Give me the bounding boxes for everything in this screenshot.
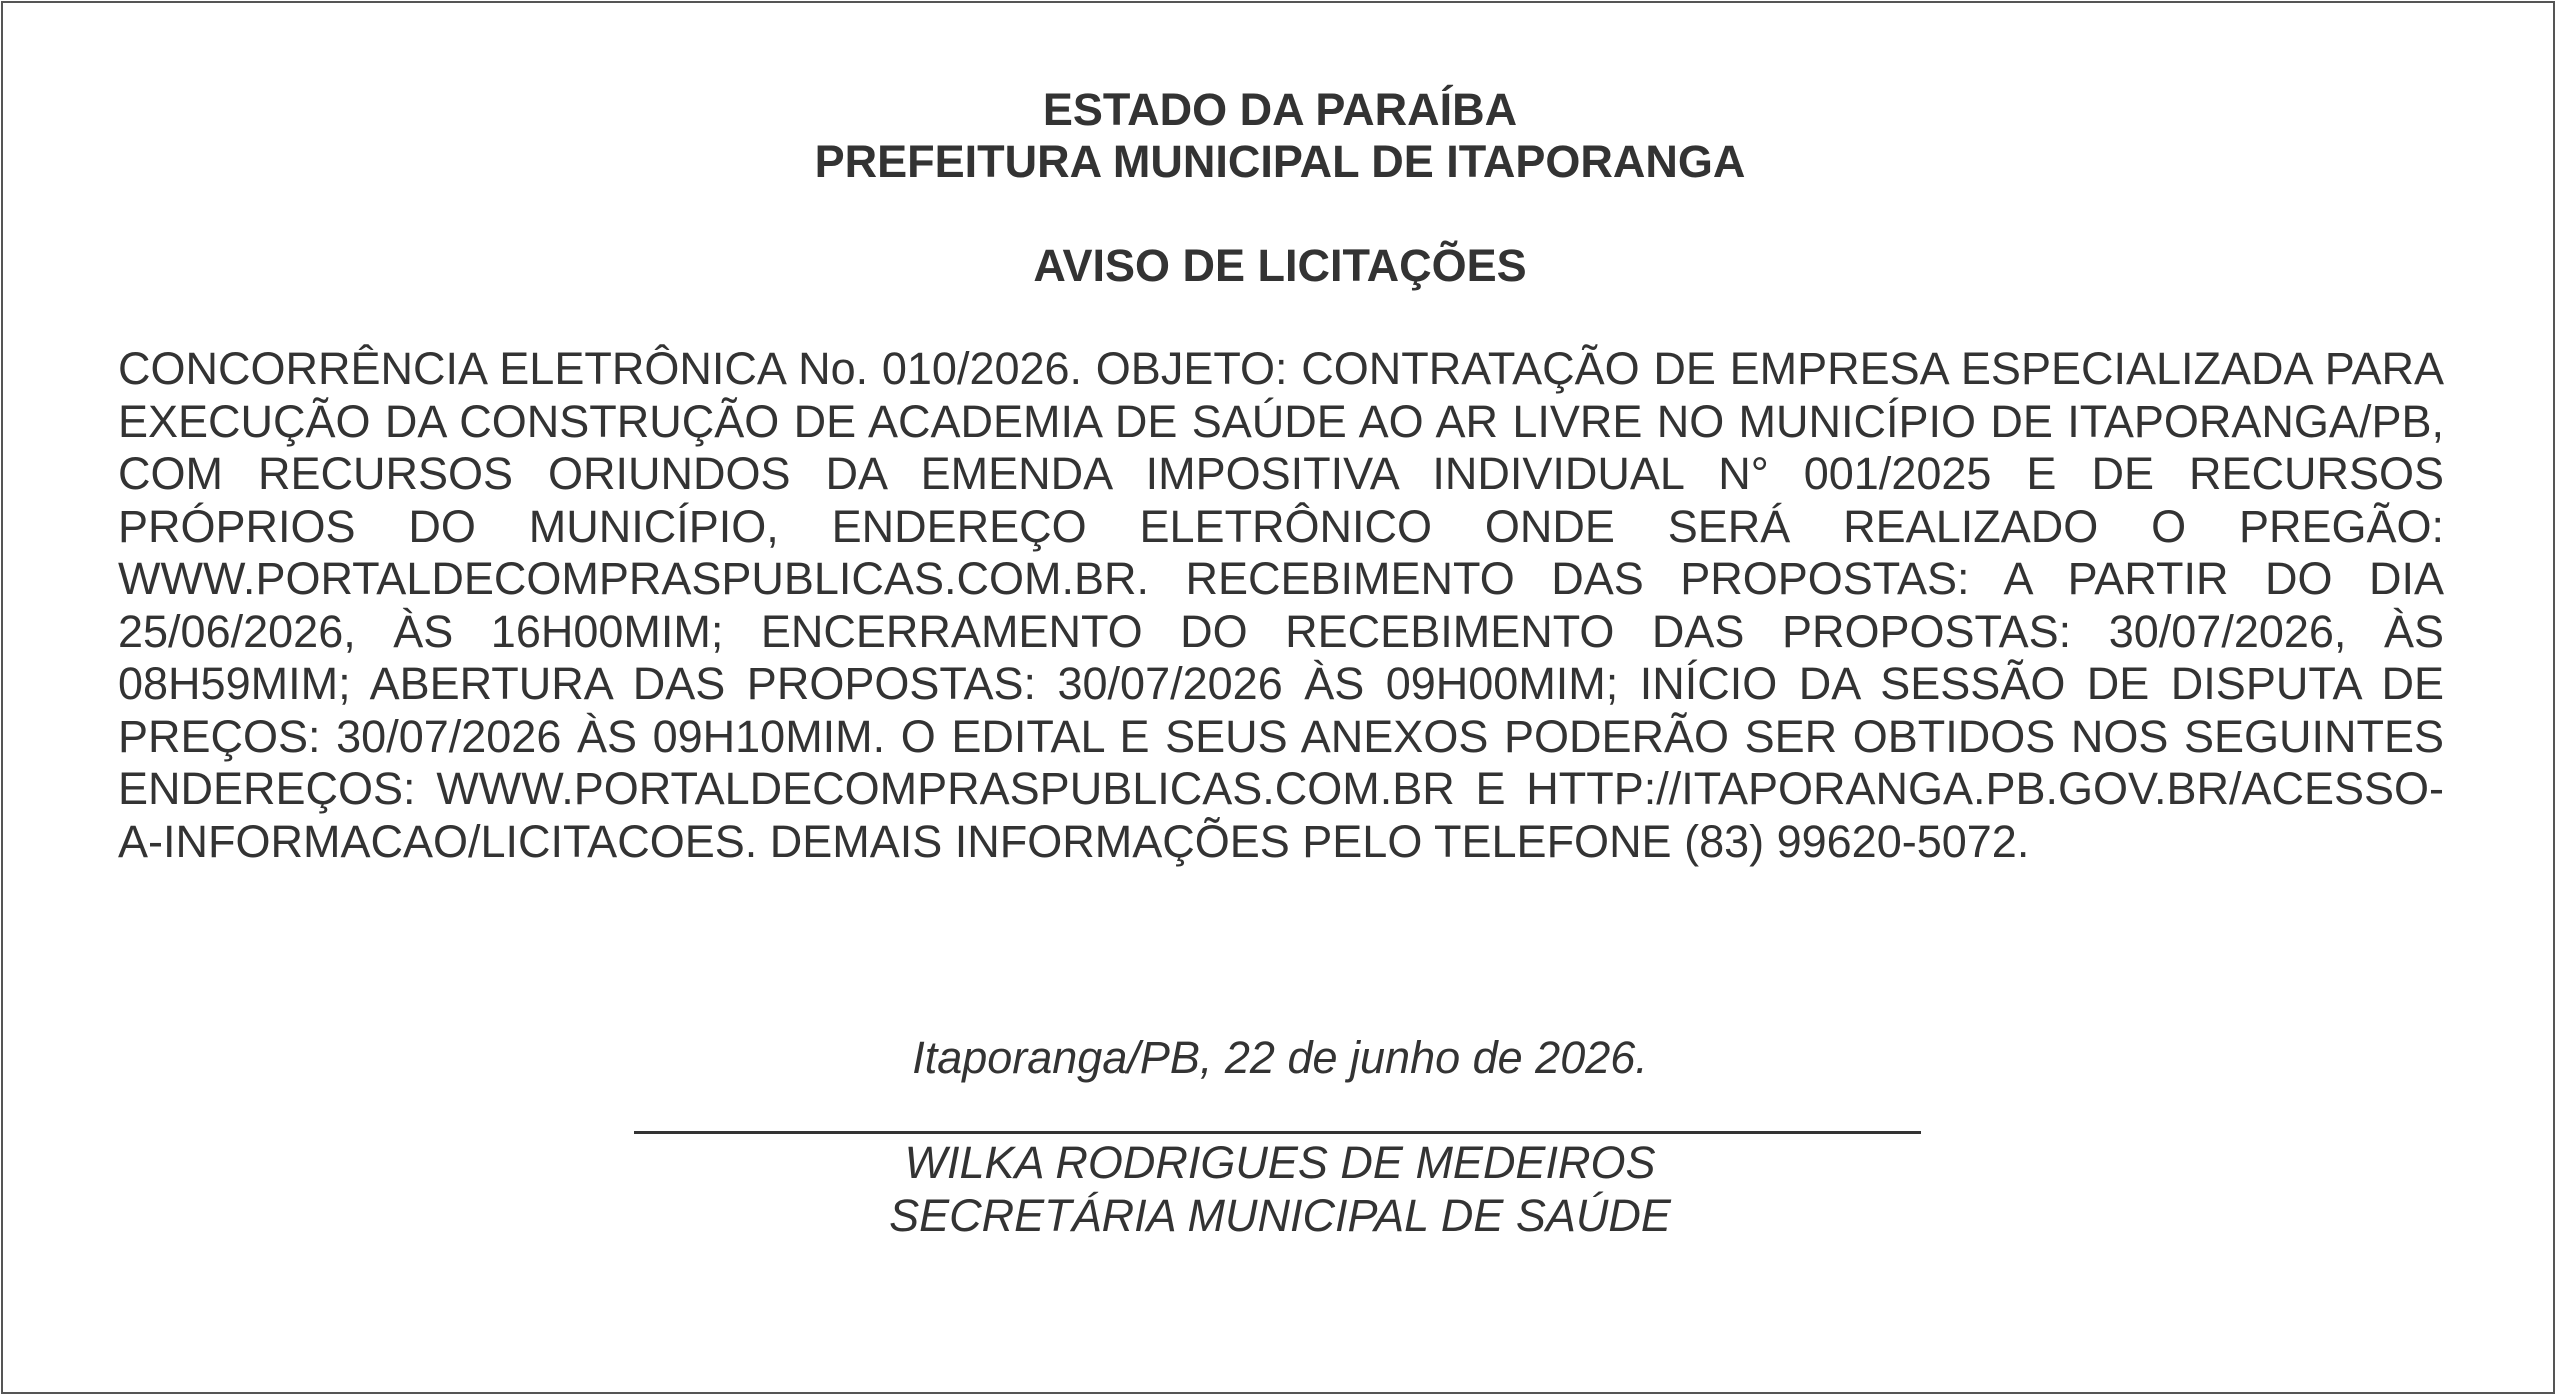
city-hall-heading: PREFEITURA MUNICIPAL DE ITAPORANGA <box>814 136 1746 187</box>
signature-line <box>634 1131 1921 1134</box>
signatory-role: SECRETÁRIA MUNICIPAL DE SAÚDE <box>889 1190 1671 1241</box>
state-heading: ESTADO DA PARAÍBA <box>1042 84 1518 135</box>
notice-title: AVISO DE LICITAÇÕES <box>1033 240 1527 291</box>
notice-body: CONCORRÊNCIA ELETRÔNICA No. 010/2026. OBJETO: CONTRATAÇÃO DE EMPRESA ESPECIALIZADA PARA EXECUÇÃO DA CONSTRUÇÃO DE ACADEMIA DE SAÚDE AO AR LIVRE NO MUNICÍPIO DE ITAPORANGA/PB, COM RECURSOS ORIUNDOS DA EMENDA IMPOSITIVA INDIVIDUAL N° 001/2025 E DE RECURSOS PRÓPRIOS DO MUNICÍPIO, ENDEREÇO ELETRÔNICO ONDE SERÁ REALIZADO O PREGÃO: WWW.PORTALDECOMPRASPUBLICAS.COM.BR. RECEBIMENTO DAS PROPOSTAS: A PARTIR DO DIA 25/06/2026, ÀS 16H00MIM; ENCERRAMENTO DO RECEBIMENTO DAS PROPOSTAS: 30/07/2026, ÀS 08H59MIM; ABERTURA DAS PROPOSTAS: 30/07/2026 ÀS 09H00MIM; INÍCIO DA SESSÃO DE DISPUTA DE PREÇOS: 30/07/2026 ÀS 09H10MIM. O EDITAL E SEUS ANEXOS PODERÃO SER OBTIDOS NOS SEGUINTES ENDEREÇOS: WWW.PORTALDECOMPRASPUBLICAS.COM.BR E HTTP://ITAPORANGA.PB.GOV.BR/ACESSO-A-INFORMACAO/LICITACOES. DEMAIS INFORMAÇÕES PELO TELEFONE (83) 99620-5072. <box>118 343 2444 867</box>
signatory-name: WILKA RODRIGUES DE MEDEIROS <box>904 1137 1656 1188</box>
date-location-line: Itaporanga/PB, 22 de junho de 2026. <box>912 1032 1648 1083</box>
